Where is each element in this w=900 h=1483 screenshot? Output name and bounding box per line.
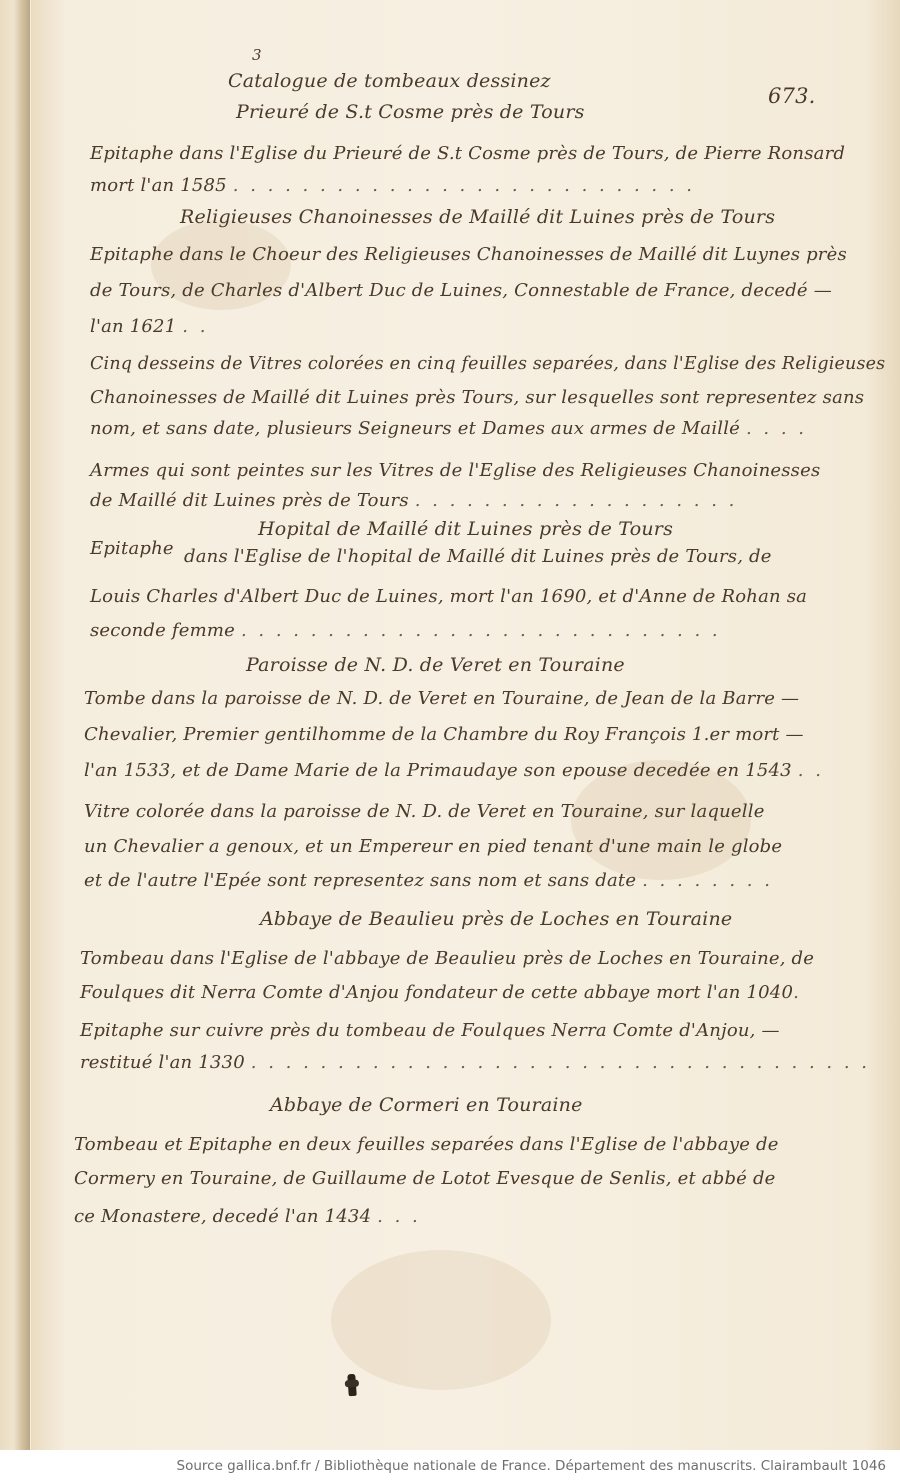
section-heading: Religieuses Chanoinesses de Maillé dit Luines près de Tours bbox=[180, 206, 776, 228]
section-heading: Hopital de Maillé dit Luines près de Tours bbox=[258, 518, 674, 540]
manuscript-line: Epitaphe bbox=[90, 538, 174, 559]
manuscript-line: Louis Charles d'Albert Duc de Luines, mort l'an 1690, et d'Anne de Rohan sa bbox=[90, 586, 808, 607]
manuscript-line: Armes qui sont peintes sur les Vitres de l'Eglise des Religieuses Chanoinesses bbox=[90, 460, 821, 481]
source-credit: Source gallica.bnf.fr / Bibliothèque nationale de France. Département des manuscrits. Clairambault 1046 bbox=[176, 1458, 886, 1474]
manuscript-line: restitué l'an 1330 . . . . . . . . . . . . . . . . . . . . . . . . . . . . . . . . . . . . bbox=[80, 1052, 871, 1073]
section-heading: Abbaye de Cormeri en Touraine bbox=[270, 1094, 583, 1116]
previous-page-edge bbox=[0, 0, 30, 1450]
manuscript-line: Vitre colorée dans la paroisse de N. D. de Veret en Touraine, sur laquelle bbox=[84, 801, 765, 822]
catalogue-title: Catalogue de tombeaux dessinez bbox=[228, 70, 551, 92]
manuscript-line: Tombeau et Epitaphe en deux feuilles separées dans l'Eglise de l'abbaye de bbox=[74, 1134, 779, 1155]
manuscript-line: l'an 1533, et de Dame Marie de la Primaudaye son epouse decedée en 1543 . . bbox=[84, 760, 824, 781]
manuscript-line: Epitaphe dans l'Eglise du Prieuré de S.t Cosme près de Tours, de Pierre Ronsard bbox=[90, 143, 846, 164]
source-footer bbox=[0, 1450, 900, 1483]
manuscript-line: de Maillé dit Luines près de Tours . . . . . . . . . . . . . . . . . . . bbox=[90, 490, 738, 511]
manuscript-line: seconde femme . . . . . . . . . . . . . . . . . . . . . . . . . . . . bbox=[90, 620, 721, 641]
manuscript-line: Cinq desseins de Vitres colorées en cinq feuilles separées, dans l'Eglise des Religieuses bbox=[90, 353, 886, 374]
manuscript-line: Foulques dit Nerra Comte d'Anjou fondateur de cette abbaye mort l'an 1040. bbox=[80, 982, 802, 1003]
manuscript-line: l'an 1621 . . bbox=[90, 316, 209, 337]
section-heading: Prieuré de S.t Cosme près de Tours bbox=[236, 101, 585, 123]
page-marker: 3 bbox=[252, 46, 262, 64]
section-heading: Abbaye de Beaulieu près de Loches en Touraine bbox=[260, 908, 733, 930]
manuscript-line: de Tours, de Charles d'Albert Duc de Luines, Connestable de France, decedé — bbox=[90, 280, 832, 301]
ink-blot bbox=[347, 1374, 357, 1397]
manuscript-line: mort l'an 1585 . . . . . . . . . . . . . . . . . . . . . . . . . . . bbox=[90, 175, 695, 196]
folio-number: 673. bbox=[768, 84, 816, 108]
manuscript-line: Epitaphe dans le Choeur des Religieuses Chanoinesses de Maillé dit Luynes près bbox=[90, 244, 847, 265]
manuscript-line: Tombeau dans l'Eglise de l'abbaye de Beaulieu près de Loches en Touraine, de bbox=[80, 948, 815, 969]
manuscript-line: Chevalier, Premier gentilhomme de la Chambre du Roy François 1.er mort — bbox=[84, 724, 804, 745]
manuscript-line: un Chevalier a genoux, et un Empereur en pied tenant d'une main le globe bbox=[84, 836, 783, 857]
manuscript-line: Epitaphe sur cuivre près du tombeau de Foulques Nerra Comte d'Anjou, — bbox=[80, 1020, 780, 1041]
manuscript-line: ce Monastere, decedé l'an 1434 . . . bbox=[74, 1206, 421, 1227]
manuscript-line: et de l'autre l'Epée sont representez sans nom et sans date . . . . . . . . bbox=[84, 870, 773, 891]
manuscript-line: Cormery en Touraine, de Guillaume de Lotot Evesque de Senlis, et abbé de bbox=[74, 1168, 776, 1189]
manuscript-line: Chanoinesses de Maillé dit Luines près Tours, sur lesquelles sont representez sans bbox=[90, 387, 865, 408]
manuscript-line: Tombe dans la paroisse de N. D. de Veret en Touraine, de Jean de la Barre — bbox=[84, 688, 800, 709]
manuscript-line: nom, et sans date, plusieurs Seigneurs et Dames aux armes de Maillé . . . . bbox=[90, 418, 808, 439]
manuscript-line: dans l'Eglise de l'hopital de Maillé dit Luines près de Tours, de bbox=[184, 546, 772, 567]
section-heading: Paroisse de N. D. de Veret en Touraine bbox=[246, 654, 625, 676]
